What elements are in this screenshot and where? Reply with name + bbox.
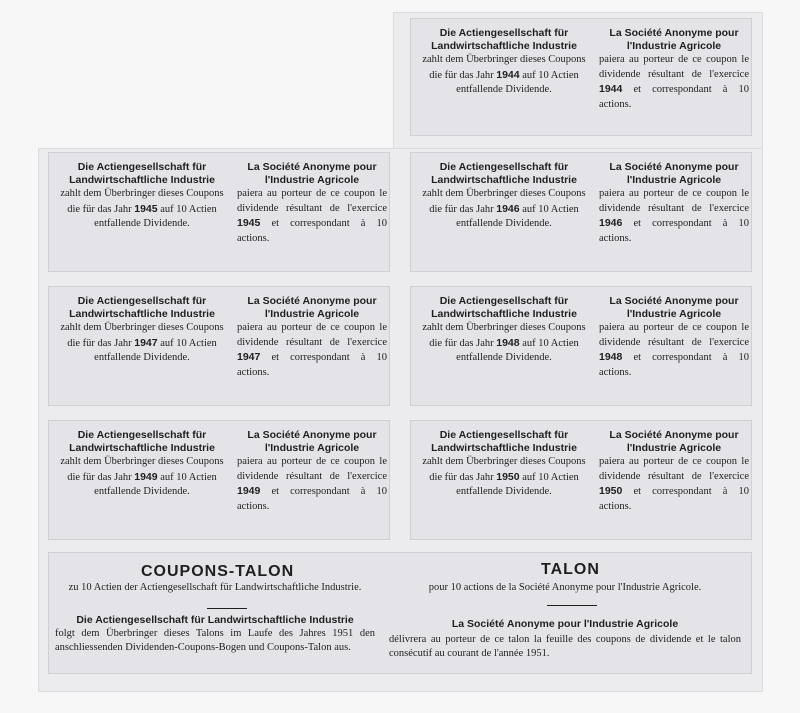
coupon-year: 1946: [496, 202, 520, 215]
company-name-fr: La Société Anonyme pour l'Industrie Agricole: [247, 429, 377, 454]
coupon-1947: [48, 286, 390, 406]
company-name-fr: La Société Anonyme pour l'Industrie Agricole: [247, 161, 377, 186]
coupon-german-text: [419, 429, 589, 500]
coupon-de-text-end: auf 10 Actien entfallende Dividende.: [456, 69, 579, 96]
coupon-year: 1944: [496, 68, 520, 81]
coupon-de-text: zahlt dem Überbringer dieses Coupons die für das Jahr: [422, 54, 586, 81]
coupon-year: 1945: [134, 202, 158, 215]
company-name-fr: La Société Anonyme pour l'Industrie Agricole: [609, 429, 739, 454]
coupon-1949: [48, 420, 390, 540]
coupon-fr-text-end: et correspondant à 10 actions.: [599, 352, 750, 378]
company-name-de: Die Actiengesellschaft für Landwirtschaftliche Industrie: [69, 161, 215, 186]
coupon-1944: [410, 18, 752, 136]
coupon-french-text: [599, 295, 749, 380]
company-name-fr: La Société Anonyme pour l'Industrie Agricole: [609, 27, 739, 52]
coupon-german-text: [419, 27, 589, 98]
company-name-de: Die Actiengesellschaft für Landwirtschaftliche Industrie: [69, 295, 215, 320]
coupon-french-text: [237, 295, 387, 380]
coupon-fr-text: paiera au porteur de ce coupon le dividende résultant de l'exercice: [237, 188, 387, 214]
talon-fr-heading: La Société Anonyme pour l'Industrie Agricole: [451, 618, 679, 630]
coupon-fr-text-end: et correspondant à 10 actions.: [237, 486, 388, 512]
coupon-de-text-end: auf 10 Actien entfallende Dividende.: [94, 203, 217, 230]
coupon-year-fr: 1947: [237, 351, 261, 364]
coupon-french-text: [237, 161, 387, 246]
talon-fr-title: TALON: [541, 561, 600, 578]
coupon-fr-text: paiera au porteur de ce coupon le dividende résultant de l'exercice: [599, 456, 749, 482]
coupon-year: 1948: [496, 336, 520, 349]
coupon-fr-text-end: et correspondant à 10 actions.: [599, 486, 750, 512]
coupon-de-text: zahlt dem Überbringer dieses Coupons die für das Jahr: [60, 322, 224, 349]
company-name-de: Die Actiengesellschaft für Landwirtschaftliche Industrie: [431, 161, 577, 186]
coupon-de-text: zahlt dem Überbringer dieses Coupons die für das Jahr: [422, 322, 586, 349]
coupon-fr-text: paiera au porteur de ce coupon le dividende résultant de l'exercice: [599, 322, 749, 348]
talon-de-title: COUPONS-TALON: [141, 563, 295, 580]
coupon-german-text: [419, 295, 589, 366]
talon-fr-text: délivrera au porteur de ce talon la feuille des coupons de dividende et le talon consécutif au courant de l'année 1951.: [389, 634, 741, 659]
company-name-de: Die Actiengesellschaft für Landwirtschaftliche Industrie: [69, 429, 215, 454]
coupon-year-fr: 1946: [599, 217, 623, 230]
coupon-de-text-end: auf 10 Actien entfallende Dividende.: [456, 471, 579, 498]
coupon-year-fr: 1945: [237, 217, 261, 230]
coupon-1948: [410, 286, 752, 406]
company-name-de: Die Actiengesellschaft für Landwirtschaftliche Industrie: [431, 295, 577, 320]
coupon-fr-text: paiera au porteur de ce coupon le dividende résultant de l'exercice: [599, 188, 749, 214]
coupon-fr-text: paiera au porteur de ce coupon le dividende résultant de l'exercice: [237, 322, 387, 348]
talon-de-rule: [207, 608, 247, 609]
coupon-fr-text-end: et correspondant à 10 actions.: [237, 352, 388, 378]
coupon-german-text: [57, 161, 227, 232]
company-name-de: Die Actiengesellschaft für Landwirtschaftliche Industrie: [431, 27, 577, 52]
talon-de-subtitle: zu 10 Actien der Actiengesellschaft für Landwirtschaftliche Industrie.: [68, 582, 362, 593]
company-name-fr: La Société Anonyme pour l'Industrie Agricole: [247, 295, 377, 320]
talon-fr-subtitle: pour 10 actions de la Société Anonyme pour l'Industrie Agricole.: [428, 582, 702, 593]
company-name-fr: La Société Anonyme pour l'Industrie Agricole: [609, 161, 739, 186]
coupon-de-text: zahlt dem Überbringer dieses Coupons die für das Jahr: [60, 188, 224, 215]
coupon-fr-text: paiera au porteur de ce coupon le dividende résultant de l'exercice: [599, 54, 749, 80]
coupon-year-fr: 1944: [599, 83, 623, 96]
coupon-de-text: zahlt dem Überbringer dieses Coupons die für das Jahr: [422, 188, 586, 215]
coupon-de-text-end: auf 10 Actien entfallende Dividende.: [456, 337, 579, 364]
coupon-fr-text: paiera au porteur de ce coupon le dividende résultant de l'exercice: [237, 456, 387, 482]
coupon-fr-text-end: et correspondant à 10 actions.: [599, 218, 750, 244]
coupon-year-fr: 1949: [237, 485, 261, 498]
coupon-year-fr: 1950: [599, 485, 623, 498]
coupon-de-text: zahlt dem Überbringer dieses Coupons die für das Jahr: [422, 456, 586, 483]
coupon-german-text: [57, 429, 227, 500]
coupon-de-text-end: auf 10 Actien entfallende Dividende.: [456, 203, 579, 230]
coupon-french-text: [237, 429, 387, 514]
coupon-fr-text-end: et correspondant à 10 actions.: [599, 84, 750, 110]
talon-fr-rule: [547, 605, 597, 606]
coupon-french-text: [599, 27, 749, 112]
coupon-german-text: [419, 161, 589, 232]
coupon-de-text: zahlt dem Überbringer dieses Coupons die für das Jahr: [60, 456, 224, 483]
talon-panel: [48, 552, 752, 674]
coupon-1946: [410, 152, 752, 272]
coupon-year: 1947: [134, 336, 158, 349]
coupon-year: 1950: [496, 470, 520, 483]
company-name-fr: La Société Anonyme pour l'Industrie Agricole: [609, 295, 739, 320]
coupon-french-text: [599, 161, 749, 246]
coupon-year: 1949: [134, 470, 158, 483]
coupon-year-fr: 1948: [599, 351, 623, 364]
coupon-french-text: [599, 429, 749, 514]
coupon-1950: [410, 420, 752, 540]
company-name-de: Die Actiengesellschaft für Landwirtschaftliche Industrie: [431, 429, 577, 454]
coupon-fr-text-end: et correspondant à 10 actions.: [237, 218, 388, 244]
coupon-1945: [48, 152, 390, 272]
coupon-de-text-end: auf 10 Actien entfallende Dividende.: [94, 471, 217, 498]
coupon-de-text-end: auf 10 Actien entfallende Dividende.: [94, 337, 217, 364]
talon-de-text: folgt dem Überbringer dieses Talons im Laufe des Jahres 1951 den anschliessenden Dividenden-Coupons-Bogen und Coupons-Talon aus.: [55, 628, 375, 653]
talon-de-heading: Die Actiengesellschaft für Landwirtschaftliche Industrie: [76, 614, 354, 626]
coupon-german-text: [57, 295, 227, 366]
